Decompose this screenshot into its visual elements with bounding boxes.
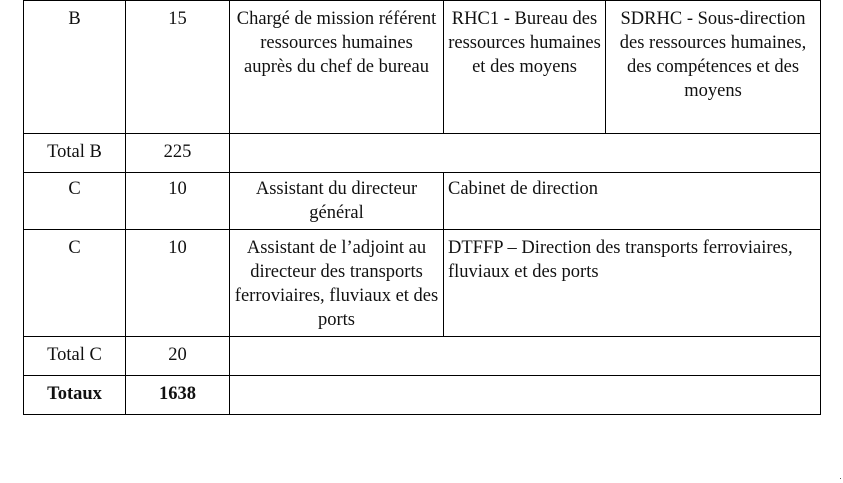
- category-cell: C: [24, 230, 126, 337]
- count-cell: 10: [126, 230, 230, 337]
- post-title-cell: Assistant de l’adjoint au directeur des transports ferroviaires, fluviaux et des ports: [230, 230, 444, 337]
- count-cell: 10: [126, 173, 230, 230]
- post-title-cell: Chargé de mission référent ressources humaines auprès du chef de bureau: [230, 1, 444, 134]
- empty-cell: [230, 134, 821, 173]
- category-cell: Total B: [24, 134, 126, 173]
- category-cell: C: [24, 173, 126, 230]
- count-cell: 20: [126, 337, 230, 376]
- count-cell: 15: [126, 1, 230, 134]
- table-row: [24, 230, 821, 337]
- direction-cell: SDRHC - Sous-direction des ressources humaines, des compétences et des moyens: [606, 1, 821, 134]
- scan-speck: [840, 478, 841, 479]
- table-row: [24, 134, 821, 173]
- service-cell: Cabinet de direction: [444, 173, 821, 230]
- table-row: [24, 337, 821, 376]
- grand-total-value: 1638: [126, 376, 230, 415]
- post-title-cell: Assistant du directeur général: [230, 173, 444, 230]
- category-cell: Total C: [24, 337, 126, 376]
- category-cell: B: [24, 1, 126, 134]
- service-cell: DTFFP – Direction des transports ferroviaires, fluviaux et des ports: [444, 230, 821, 337]
- count-cell: 225: [126, 134, 230, 173]
- service-cell: RHC1 - Bureau des ressources humaines et des moyens: [444, 1, 606, 134]
- empty-cell: [230, 337, 821, 376]
- table-row: [24, 173, 821, 230]
- table-row: [24, 376, 821, 415]
- table-row: [24, 1, 821, 134]
- grand-total-label: Totaux: [24, 376, 126, 415]
- posts-table: [23, 0, 821, 415]
- empty-cell: [230, 376, 821, 415]
